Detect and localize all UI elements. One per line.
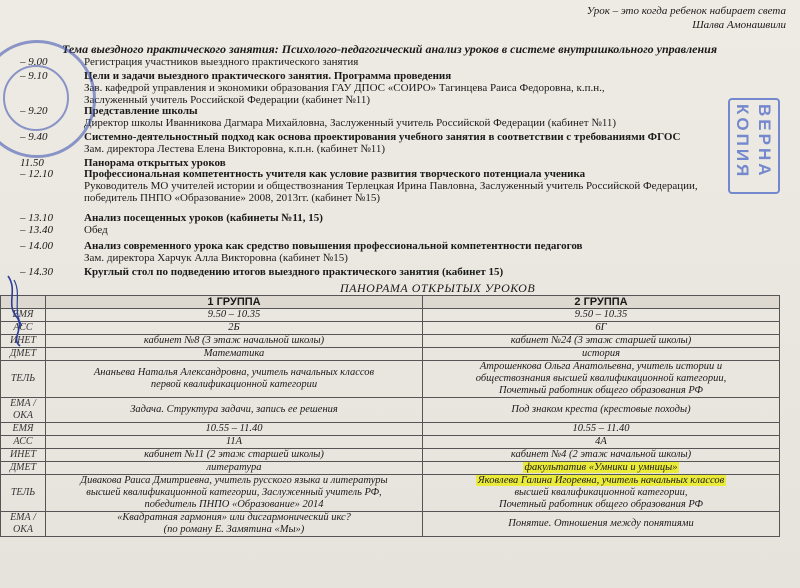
schedule-title: Профессиональная компетентность учителя как условие развития творческого потенциала ученика <box>84 168 586 180</box>
panorama-row <box>1 309 780 322</box>
schedule-time: – 14.30 <box>20 266 53 278</box>
group1-header: 1 ГРУППА <box>46 296 423 309</box>
group2-cell: Понятие. Отношения между понятиями <box>423 512 780 537</box>
schedule-detail: Обед <box>84 224 108 236</box>
group1-cell: Задача. Структура задачи, запись ее решения <box>46 398 423 423</box>
panorama-row <box>1 361 780 398</box>
schedule-detail: победитель ПНПО «Образование» 2008, 2013гг. (кабинет №15) <box>84 192 381 204</box>
panorama-row <box>1 423 780 436</box>
schedule-detail: Зам. директора Харчук Алла Викторовна (кабинет №15) <box>84 252 348 264</box>
schedule-time: – 9.00 <box>20 56 48 68</box>
group2-cell: 4А <box>423 436 780 449</box>
row-label-cell: ТЕЛЬ <box>1 361 46 398</box>
schedule-title: Круглый стол по подведению итогов выездного практического занятия (кабинет 15) <box>84 266 504 278</box>
stamp-line-2: ВЕРНА <box>755 104 774 179</box>
group1-cell: 11А <box>46 436 423 449</box>
epigraph-text: Урок – это когда ребенок набирает света <box>586 5 786 17</box>
row-label-cell: ЕМЯ <box>1 423 46 436</box>
schedule-detail: Заслуженный учитель Российской Федерации (кабинет №11) <box>84 94 371 106</box>
row-label-cell: АСС <box>1 322 46 335</box>
highlighted-text: факультатив «Умники и умницы» <box>524 462 678 473</box>
group2-cell: Яковлева Галина Игоревна, учитель начальных классов высшей квалификационной категории, Почетный работник общего образования РФ <box>423 475 780 512</box>
signature-mark <box>4 270 28 350</box>
panorama-row <box>1 462 780 475</box>
group1-cell: литература <box>46 462 423 475</box>
group2-cell <box>423 462 780 475</box>
row-label-cell: ЕМЯ <box>1 309 46 322</box>
stamp-line-1: КОПИЯ <box>733 104 752 180</box>
schedule-detail: Зам. директора Лестева Елена Викторовна, к.п.н. (кабинет №11) <box>84 143 386 155</box>
group1-cell: Математика <box>46 348 423 361</box>
panorama-row <box>1 449 780 462</box>
row-label-cell: ДМЕТ <box>1 462 46 475</box>
panorama-header-row <box>1 296 780 309</box>
schedule-time: – 9.10 <box>20 70 48 82</box>
group1-cell: 2Б <box>46 322 423 335</box>
group2-cell: 6Г <box>423 322 780 335</box>
group1-cell: 10.55 – 11.40 <box>46 423 423 436</box>
panorama-table <box>0 295 780 537</box>
group1-cell: «Квадратная гармония» или дисгармонический икс? (по роману Е. Замятина «Мы») <box>46 512 423 537</box>
schedule-time: – 14.00 <box>20 240 53 252</box>
copy-verified-stamp <box>728 98 780 194</box>
row-label-cell: ИНЕТ <box>1 335 46 348</box>
group1-cell: Дивакова Раиса Дмитриевна, учитель русского языка и литературы высшей квалификационной категории, Заслуженный учитель РФ, победитель ПНПО «Образование» 2014 <box>46 475 423 512</box>
schedule-detail: Руководитель МО учителей истории и обществознания Терлецкая Ирина Павловна, Заслуженный учитель Российской Федерации, <box>84 180 698 192</box>
panorama-row <box>1 512 780 537</box>
panorama-row <box>1 436 780 449</box>
group2-cell: 10.55 – 11.40 <box>423 423 780 436</box>
panorama-row <box>1 322 780 335</box>
schedule-time: – 9.20 <box>20 105 48 117</box>
schedule-title: Представление школы <box>84 105 198 117</box>
row-label-cell: ИНЕТ <box>1 449 46 462</box>
schedule-time: – 9.40 <box>20 131 48 143</box>
schedule-title: Панорама открытых уроков <box>84 157 226 169</box>
group2-cell: 9.50 – 10.35 <box>423 309 780 322</box>
highlighted-text: Яковлева Галина Игоревна, учитель начальных классов <box>477 475 725 486</box>
group1-cell: 9.50 – 10.35 <box>46 309 423 322</box>
row-label-cell: АСС <box>1 436 46 449</box>
schedule-time: – 12.10 <box>20 168 53 180</box>
row-label-cell: ЕМА / ОКА <box>1 512 46 537</box>
schedule-detail: Директор школы Иванникова Дагмара Михайловна, Заслуженный учитель Российской Федерации (кабинет №11) <box>84 117 617 129</box>
panorama-row <box>1 398 780 423</box>
group1-cell: Ананьева Наталья Александровна, учитель начальных классов первой квалификационной категории <box>46 361 423 398</box>
group1-cell: кабинет №11 (2 этаж старшей школы) <box>46 449 423 462</box>
row-label-cell: ДМЕТ <box>1 348 46 361</box>
group1-cell: кабинет №8 (3 этаж начальной школы) <box>46 335 423 348</box>
panorama-row <box>1 335 780 348</box>
row-label-cell: ТЕЛЬ <box>1 475 46 512</box>
group2-header: 2 ГРУППА <box>423 296 780 309</box>
group2-cell: Атрошенкова Ольга Анатольевна, учитель истории и обществознания высшей квалификационной категории, Почетный работник общего образования РФ <box>423 361 780 398</box>
epigraph-author: Шалва Амонашвили <box>692 19 786 31</box>
schedule-time: – 13.40 <box>20 224 53 236</box>
panorama-row <box>1 348 780 361</box>
group2-cell: история <box>423 348 780 361</box>
schedule-title: Анализ посещенных уроков (кабинеты №11, 15) <box>84 212 323 224</box>
schedule-detail: Зав. кафедрой управления и экономики образования ГАУ ДПОС «СОИРО» Тагинцева Раиса Федоровна, к.п.н., <box>84 82 605 94</box>
topic-heading: Тема выездного практического занятия: Психолого-педагогический анализ уроков в системе внутришкольного управления <box>62 42 718 56</box>
group2-cell: кабинет №24 (3 этаж старшей школы) <box>423 335 780 348</box>
schedule-detail: Регистрация участников выездного практического занятия <box>84 56 359 68</box>
schedule-time: – 13.10 <box>20 212 53 224</box>
group2-cell: Под знаком креста (крестовые походы) <box>423 398 780 423</box>
round-seal-stamp <box>0 40 96 158</box>
row-label-cell: ЕМА / ОКА <box>1 398 46 423</box>
epigraph <box>587 4 786 32</box>
schedule-title: Анализ современного урока как средство повышения профессиональной компетентности педагогов <box>84 240 583 252</box>
schedule-time: 11.50 <box>20 157 44 169</box>
panorama-title: ПАНОРАМА ОТКРЫТЫХ УРОКОВ <box>340 281 536 295</box>
schedule-title: Цели и задачи выездного практического занятия. Программа проведения <box>84 70 452 82</box>
group2-cell: кабинет №4 (2 этаж начальной школы) <box>423 449 780 462</box>
schedule-title: Системно-деятельностный подход как основа проектирования учебного занятия в соответствии с требованиями ФГОС <box>84 131 681 143</box>
panorama-row <box>1 475 780 512</box>
